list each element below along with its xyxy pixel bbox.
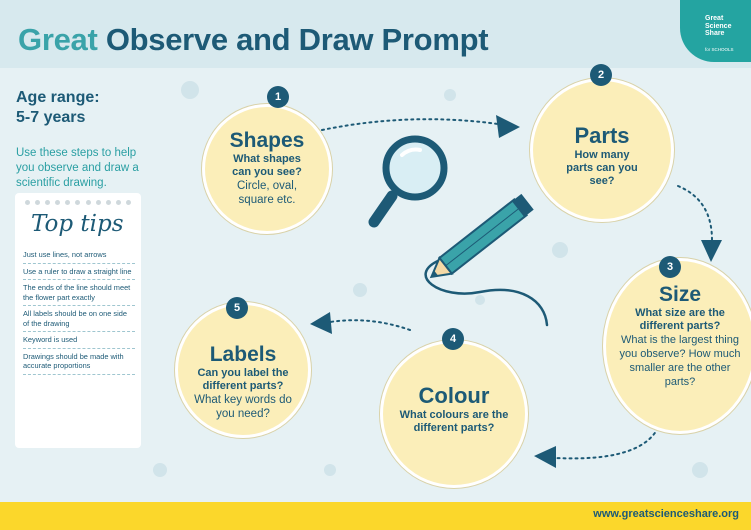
- step-question: How many parts can you see?: [566, 149, 638, 187]
- pencil-icon: [425, 194, 547, 325]
- step-number-badge: 4: [442, 328, 464, 350]
- tip-item: The ends of the line should meet the flower part exactly: [23, 280, 135, 306]
- step-number-badge: 1: [267, 86, 289, 108]
- step-labels: [175, 302, 311, 438]
- magnifying-glass-icon: [374, 139, 444, 222]
- age-value: 5-7 years: [16, 109, 86, 126]
- tip-item: Use a ruler to draw a straight line: [23, 264, 135, 281]
- intro-text: Use these steps to help you observe and draw a scientific drawing.: [16, 146, 139, 189]
- step-question: Can you label the different parts?: [197, 367, 289, 392]
- arrow-1-to-2: [322, 119, 498, 130]
- arrow-head-4: [310, 312, 332, 334]
- step-parts: [530, 78, 674, 222]
- age-range: [16, 88, 100, 128]
- age-label: Age range:: [16, 89, 100, 106]
- step-title: Shapes: [229, 129, 305, 152]
- step-question: What size are the different parts?: [635, 307, 725, 332]
- logo-subtext: for SCHOOLS: [705, 47, 734, 52]
- tips-list: [23, 247, 135, 375]
- step-body: Circle, oval, square etc.: [236, 180, 298, 206]
- step-shapes: [202, 104, 332, 234]
- footer-band: [0, 502, 751, 530]
- step-size: [603, 258, 751, 434]
- arrow-head-2: [701, 240, 722, 262]
- arrow-3-to-4: [556, 428, 658, 458]
- title-word-great: Great: [18, 22, 98, 57]
- step-title: Labels: [209, 343, 277, 366]
- step-number-badge: 5: [226, 297, 248, 319]
- arrow-head-3: [534, 446, 556, 468]
- step-colour: [380, 340, 528, 488]
- step-body: What is the largest thing you observe? How much smaller are the other parts?: [619, 334, 741, 388]
- tip-item: Keyword is used: [23, 332, 135, 349]
- step-title: Size: [658, 283, 702, 306]
- step-title: Colour: [418, 383, 490, 408]
- website-url: www.greatscienceshare.org: [593, 508, 739, 520]
- step-number-badge: 3: [659, 256, 681, 278]
- arrow-4-to-5: [330, 320, 410, 330]
- tips-title: Top tips: [31, 211, 124, 237]
- great-science-share-logo: [680, 0, 751, 62]
- top-tips-card: [15, 193, 141, 448]
- title-rest: Observe and Draw Prompt: [105, 22, 489, 57]
- tip-item: Just use lines, not arrows: [23, 247, 135, 264]
- arrow-head-1: [496, 115, 520, 138]
- notebook-binding: [25, 200, 131, 205]
- page-title: [18, 22, 488, 58]
- step-title: Parts: [574, 123, 630, 148]
- step-number-badge: 2: [590, 64, 612, 86]
- logo-text: Great Science Share: [705, 15, 732, 37]
- step-body: What key words do you need?: [194, 394, 292, 420]
- tip-item: Drawings should be made with accurate proportions: [23, 349, 135, 375]
- step-question: What colours are the different parts?: [399, 409, 509, 434]
- tip-item: All labels should be on one side of the drawing: [23, 306, 135, 332]
- arrow-2-to-3: [678, 186, 712, 240]
- step-question: What shapes can you see?: [232, 153, 302, 178]
